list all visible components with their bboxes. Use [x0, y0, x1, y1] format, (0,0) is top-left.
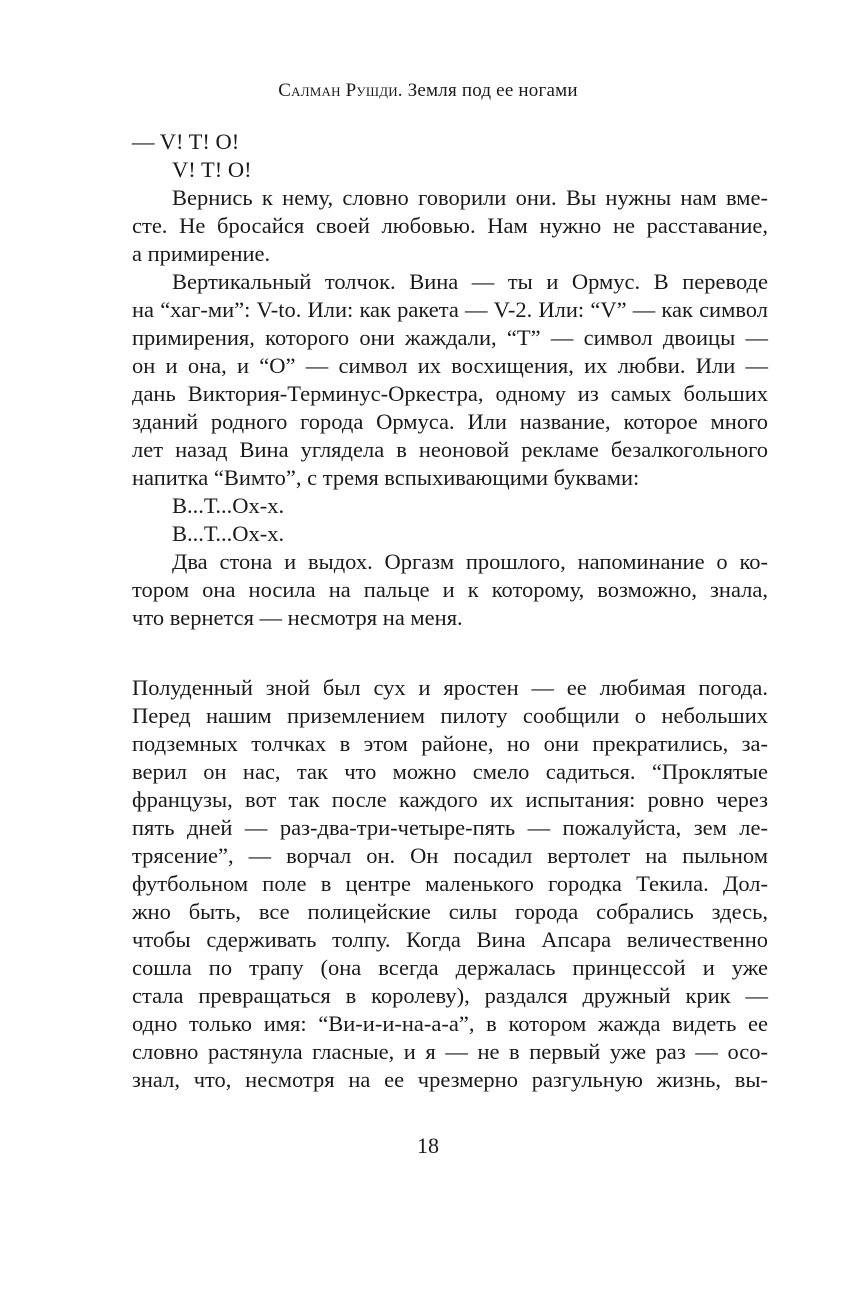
text-line: напитка “Вимто”, с тремя вспыхивающими буквами: [132, 465, 640, 490]
running-header [0, 80, 856, 102]
text-line: дань Виктория-Терминус-Оркестра, одному из самых больших [132, 381, 768, 406]
text-block-2 [132, 674, 768, 1094]
text-line: зданий родного города Ормуса. Или название, которое много [132, 409, 768, 434]
text-line: Перед нашим приземлением пилоту сообщили о небольших [132, 703, 768, 728]
text-line: Два стона и выдох. Оргазм прошлого, напоминание о ко- [172, 549, 768, 574]
text-line: что вернется — несмотря на меня. [132, 605, 463, 630]
text-line: В...Т...Ох-х. [172, 521, 285, 546]
text-line: V! T! O! [172, 157, 252, 182]
text-line: знал, что, несмотря на ее чрезмерно разгульную жизнь, вы- [132, 1067, 768, 1092]
text-line: словно растянула гласные, и я — не в первый уже раз — осо- [132, 1039, 768, 1064]
text-line: французы, вот так после каждого их испытания: ровно через [132, 787, 768, 812]
text-line: примирения, которого они жаждали, “T” — символ двоицы — [132, 325, 768, 350]
text-line: жно быть, все полицейские силы города собрались здесь, [132, 899, 768, 924]
text-line: — V! T! O! [132, 129, 240, 154]
text-line: а примирение. [132, 241, 271, 266]
text-line: на “хаг-ми”: V-to. Или: как ракета — V-2. Или: “V” — как символ [132, 297, 768, 322]
text-line: Полуденный зной был сух и яростен — ее любимая погода. [132, 675, 768, 700]
text-line: Вернись к нему, словно говорили они. Вы нужны нам вме- [172, 185, 768, 210]
text-line: верил он нас, так что можно смело садиться. “Проклятые [132, 759, 768, 784]
text-line: тором она носила на пальце и к которому, возможно, знала, [132, 577, 768, 602]
text-line: подземных толчках в этом районе, но они прекратились, за- [132, 731, 768, 756]
text-line: футбольном поле в центре маленького городка Текила. Дол- [132, 871, 768, 896]
text-line: пять дней — раз-два-три-четыре-пять — пожалуйста, зем ле- [132, 815, 768, 840]
text-line: стала превращаться в королеву), раздался дружный крик — [132, 983, 768, 1008]
text-line: лет назад Вина углядела в неоновой рекламе безалкогольного [132, 437, 768, 462]
header-author: Салман Рушди. [278, 80, 403, 101]
text-block-1 [132, 128, 768, 632]
text-line: сошла по трапу (она всегда держалась принцессой и уже [132, 955, 768, 980]
text-line: Вертикальный толчок. Вина — ты и Ормус. В переводе [172, 269, 768, 294]
text-line: одно только имя: “Ви-и-и-на-а-а”, в котором жажда видеть ее [132, 1011, 768, 1036]
text-line: чтобы сдерживать толпу. Когда Вина Апсара величественно [132, 927, 768, 952]
text-line: он и она, и “O” — символ их восхищения, их любви. Или — [132, 353, 768, 378]
text-line: трясение”, — ворчал он. Он посадил вертолет на пыльном [132, 843, 768, 868]
page-number: 18 [417, 1133, 439, 1158]
text-line: В...Т...Ох-х. [172, 493, 285, 518]
header-title: Земля под ее ногами [407, 80, 578, 101]
text-line: сте. Не бросайся своей любовью. Нам нужно не расставание, [132, 213, 768, 238]
